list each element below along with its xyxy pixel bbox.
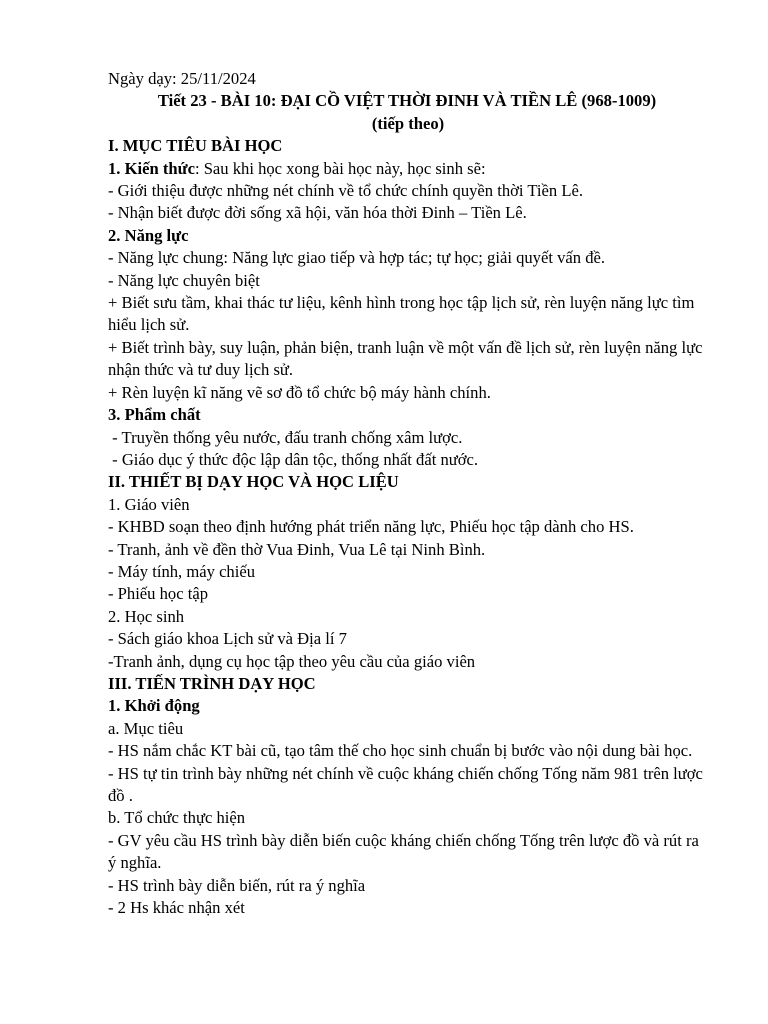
goal-label: a. Mục tiêu [108, 718, 184, 738]
ability-item: - Năng lực chung: Năng lực giao tiếp và hợp tác; tự học; giải quyết vấn đề. [108, 248, 606, 268]
org-item: - 2 Hs khác nhận xét [108, 898, 245, 918]
date-line: Ngày dạy: 25/11/2024 [108, 69, 256, 88]
lesson-title: Tiết 23 - BÀI 10: ĐẠI CỒ VIỆT THỜI ĐINH VÀ TIỀN LÊ (968-1009) [157, 91, 657, 111]
org-item: - GV yêu cầu HS trình bày diễn biến cuộc kháng chiến chống Tống trên lược đồ và rút ra ý nghĩa. [108, 830, 699, 873]
goal-item: - HS tự tin trình bày những nét chính về cuộc kháng chiến chống Tống năm 981 trên lược đồ . [108, 763, 703, 805]
section-1-heading: I. MỤC TIÊU BÀI HỌC [108, 136, 283, 156]
lesson-subtitle: (tiếp theo) [371, 113, 445, 133]
ability-heading: 2. Năng lực [108, 225, 189, 245]
goal-item: - HS nắm chắc KT bài cũ, tạo tâm thế cho học sinh chuẩn bị bước vào nội dung bài học. [108, 741, 693, 761]
student-item: - Sách giáo khoa Lịch sử và Địa lí 7 [108, 629, 347, 649]
document-body [108, 68, 708, 919]
quality-item: - Truyền thống yêu nước, đấu tranh chống xâm lược. [108, 427, 463, 447]
quality-heading: 3. Phẩm chất [108, 405, 201, 425]
knowledge-item: - Giới thiệu được những nét chính về tổ chức chính quyền thời Tiền Lê. [108, 181, 583, 201]
knowledge-label: 1. Kiến thức [108, 158, 195, 178]
startup-heading: 1. Khởi động [108, 696, 200, 716]
ability-item: + Rèn luyện kĩ năng vẽ sơ đồ tổ chức bộ máy hành chính. [108, 382, 491, 402]
teacher-item: - Máy tính, máy chiếu [108, 561, 256, 581]
org-label: b. Tổ chức thực hiện [108, 808, 246, 828]
student-item: -Tranh ảnh, dụng cụ học tập theo yêu cầu của giáo viên [108, 651, 476, 671]
student-label: 2. Học sinh [108, 606, 185, 626]
knowledge-intro: : Sau khi học xong bài học này, học sinh sẽ: [194, 158, 486, 178]
org-item: - HS trình bày diễn biến, rút ra ý nghĩa [108, 875, 366, 895]
knowledge-item: - Nhận biết được đời sống xã hội, văn hóa thời Đinh – Tiền Lê. [108, 203, 527, 223]
section-2-heading: II. THIẾT BỊ DẠY HỌC VÀ HỌC LIỆU [108, 472, 399, 492]
quality-item: - Giáo dục ý thức độc lập dân tộc, thống nhất đất nước. [108, 449, 479, 469]
teacher-item: - KHBD soạn theo định hướng phát triển năng lực, Phiếu học tập dành cho HS. [108, 517, 634, 537]
section-3-heading: III. TIẾN TRÌNH DẠY HỌC [108, 673, 316, 693]
teacher-item: - Phiếu học tập [108, 584, 209, 604]
teacher-label: 1. Giáo viên [108, 494, 190, 514]
knowledge-paragraph [108, 158, 708, 180]
teacher-item: - Tranh, ảnh về đền thờ Vua Đinh, Vua Lê tại Ninh Bình. [108, 539, 486, 559]
ability-item: + Biết trình bày, suy luận, phản biện, tranh luận về một vấn đề lịch sử, rèn luyện năng lực nhận thức và tư duy lịch sử. [108, 337, 703, 380]
ability-item: - Năng lực chuyên biệt [108, 270, 260, 290]
ability-item: + Biết sưu tầm, khai thác tư liệu, kênh hình trong học tập lịch sử, rèn luyện năng lực tìm hiểu lịch sử. [108, 293, 695, 335]
